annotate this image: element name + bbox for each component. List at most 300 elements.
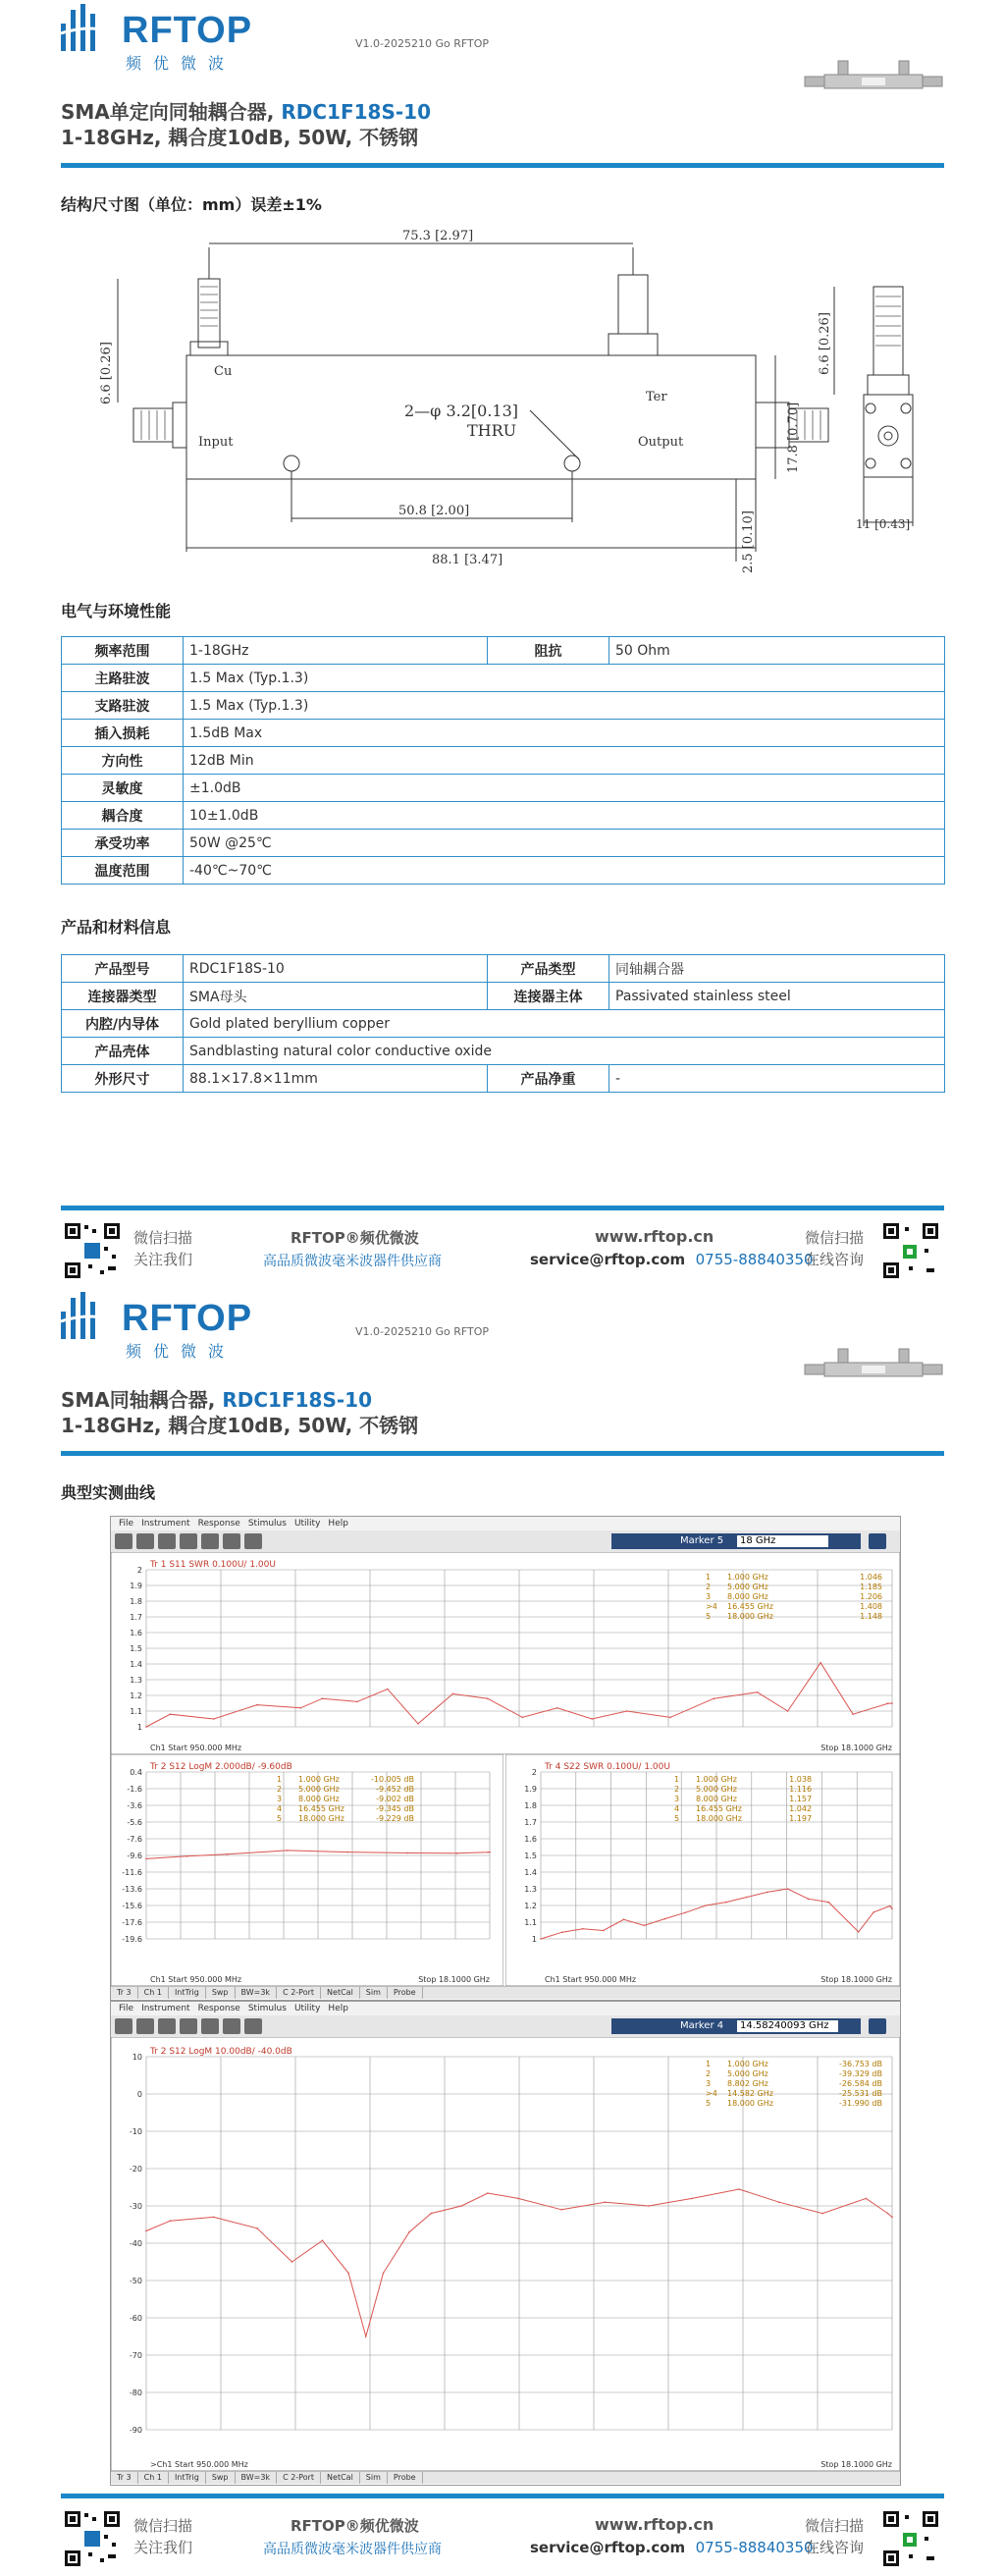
chart-title: Tr 2 S12 LogM 2.000dB/ -9.60dB	[150, 1762, 292, 1772]
footer-slogan: 高品质微波毫米波器件供应商	[263, 1254, 442, 1269]
marker-frequency: 5.000 GHz	[298, 1785, 340, 1794]
table-row	[62, 747, 945, 775]
vna-menu-item[interactable]: File	[119, 2004, 134, 2013]
page-2	[0, 1288, 1005, 2576]
vna-window-2	[110, 2001, 901, 2486]
footer-email-link[interactable]: service@rftop.com	[530, 2539, 686, 2556]
vna-status-item[interactable]: BW=3k	[236, 1987, 278, 1999]
chart-frame	[111, 1552, 900, 1754]
footer-consult-line2: 在线咨询	[805, 2539, 865, 2556]
footer-wechat-line1: 微信扫描	[133, 1229, 193, 1247]
table-row	[62, 830, 945, 857]
x-start-label: Ch1 Start 950.000 MHz	[150, 1744, 242, 1752]
data-point	[605, 2201, 607, 2203]
vna-status-item[interactable]: C 2-Port	[277, 2472, 321, 2484]
y-tick-label: -9.6	[127, 1852, 142, 1860]
footer-brand: RFTOP®频优微波	[291, 1229, 419, 1247]
elec-section-title: 电气与环境性能	[61, 602, 172, 620]
spec-value: 50W @25℃	[184, 830, 945, 857]
data-point	[669, 1717, 671, 1719]
spec-key: 温度范围	[62, 857, 184, 885]
marker-frequency: 14.582 GHz	[727, 2089, 773, 2098]
marker-frequency: 1.000 GHz	[298, 1775, 340, 1784]
qr-code-icon	[881, 1221, 940, 1280]
footer-consult	[805, 1227, 864, 1270]
label-input: Input	[198, 435, 234, 450]
y-tick-label: 1.8	[524, 1801, 537, 1810]
y-tick-label: 0.4	[130, 1768, 142, 1777]
y-tick-label: 2	[531, 1768, 537, 1777]
data-point	[322, 2240, 324, 2242]
vna-status-bar	[111, 2471, 900, 2484]
table-row	[62, 775, 945, 802]
display-icon[interactable]	[180, 1533, 197, 1549]
spec-value: -40℃~70℃	[184, 857, 945, 885]
product-photo	[803, 1345, 944, 1384]
data-point	[556, 1707, 558, 1709]
vna-status-item[interactable]: Swp	[206, 2472, 236, 2484]
y-tick-label: -60	[129, 2314, 142, 2323]
spec-key: 灵敏度	[62, 775, 184, 802]
vna-status-item[interactable]: Tr 3	[111, 1987, 138, 1999]
y-tick-label: -3.6	[127, 1801, 142, 1810]
x-start-label: >Ch1 Start 950.000 MHz	[150, 2460, 248, 2469]
footer-website-link[interactable]: www.rftop.cn	[595, 1227, 714, 1246]
brand-logo-text: RFTOP	[122, 1298, 253, 1339]
title-prefix: SMA同轴耦合器,	[61, 1388, 223, 1412]
data-point	[820, 1662, 821, 1664]
y-tick-label: 1.8	[130, 1597, 142, 1606]
vna-status-item[interactable]: Probe	[388, 2472, 423, 2484]
data-point	[725, 1902, 727, 1904]
data-point	[213, 1718, 215, 1720]
vna-status-item[interactable]: C 2-Port	[277, 1987, 321, 1999]
y-tick-label: 1	[136, 1723, 142, 1732]
data-point	[487, 1697, 489, 1699]
marker-number: 4	[674, 1804, 680, 1813]
data-point	[746, 1897, 748, 1899]
data-point	[460, 2205, 462, 2207]
data-point	[591, 1718, 593, 1720]
table-row	[62, 857, 945, 885]
vna-status-item[interactable]: Sim	[360, 2472, 388, 2484]
table-row	[62, 637, 945, 665]
redo-icon[interactable]	[136, 1533, 154, 1549]
undo-icon[interactable]	[115, 2018, 132, 2034]
data-point	[821, 2213, 823, 2215]
spec-value: Gold plated beryllium copper	[184, 1010, 945, 1038]
table-row	[62, 1038, 945, 1065]
version-text: V1.0-2025210 Go RFTOP	[355, 37, 490, 50]
data-point	[767, 1892, 768, 1894]
table-row	[62, 692, 945, 720]
drawing-section-title: 结构尺寸图（单位：mm）误差±1%	[61, 195, 322, 214]
marker-icon[interactable]	[158, 2018, 176, 2034]
data-point	[487, 1852, 489, 1853]
spec-value: SMA母头	[184, 983, 488, 1010]
marker-value: -9.002 dB	[376, 1795, 414, 1803]
dim-side-top: 6.6 [0.26]	[818, 312, 832, 375]
spec-key: 产品壳体	[62, 1038, 184, 1065]
data-point	[522, 1717, 524, 1719]
material-spec-table	[61, 954, 945, 1093]
marker-frequency: 8.000 GHz	[696, 1795, 737, 1803]
spec-value: Sandblasting natural color conductive oxide	[184, 1038, 945, 1065]
y-tick-label: -17.6	[122, 1918, 142, 1927]
data-point	[858, 1931, 860, 1933]
marker-value: 1.157	[789, 1795, 813, 1803]
footer-consult	[805, 2515, 864, 2558]
mechanical-drawing	[88, 228, 952, 581]
marker-value: -9.229 dB	[376, 1814, 414, 1823]
label-ter: Ter	[646, 390, 667, 404]
marker-value: 1.042	[789, 1804, 813, 1813]
spec-key: 插入损耗	[62, 720, 184, 747]
footer-website-link[interactable]: www.rftop.cn	[595, 2515, 714, 2534]
y-tick-label: 1.3	[130, 1676, 142, 1685]
trace-icon[interactable]	[201, 2018, 219, 2034]
vna-menu-item[interactable]: Stimulus	[247, 1519, 287, 1529]
dim-left: 6.6 [0.26]	[99, 342, 114, 404]
data-point	[145, 1858, 147, 1860]
spec-key: 主路驻波	[62, 665, 184, 692]
data-point	[648, 2205, 650, 2207]
y-tick-label: 1.9	[130, 1582, 142, 1590]
marker-frequency: 18.000 GHz	[727, 1612, 773, 1621]
y-tick-label: 1.2	[524, 1902, 537, 1910]
vna-status-item[interactable]: NetCal	[321, 2472, 360, 2484]
y-tick-label: -50	[129, 2277, 142, 2285]
hole-thru: THRU	[467, 421, 517, 440]
data-point	[852, 1713, 854, 1715]
vna-toolbar	[111, 1530, 900, 1553]
marker-value: 1.038	[789, 1775, 813, 1784]
x-stop-label: Stop 18.1000 GHz	[820, 1975, 892, 1984]
product-subtitle: 1-18GHz, 耦合度10dB, 50W, 不锈钢	[61, 126, 419, 149]
trash-icon[interactable]	[223, 1533, 240, 1549]
menu-icon[interactable]	[869, 2018, 886, 2034]
product-subtitle: 1-18GHz, 耦合度10dB, 50W, 不锈钢	[61, 1414, 419, 1437]
marker-number: 1	[706, 2060, 712, 2068]
zoom-icon[interactable]	[244, 2018, 262, 2034]
footer-wechat-line1: 微信扫描	[133, 2517, 193, 2535]
footer-consult-line2: 在线咨询	[805, 1251, 865, 1268]
marker-value: 1.408	[860, 1602, 882, 1611]
marker-value: -9.345 dB	[376, 1804, 414, 1813]
data-point	[408, 2231, 410, 2233]
vna-menu-item[interactable]: Help	[328, 1519, 348, 1529]
display-icon[interactable]	[180, 2018, 197, 2034]
spec-key: 产品净重	[488, 1065, 609, 1093]
vna-menu-item[interactable]: Help	[328, 2004, 348, 2013]
data-point	[684, 1912, 686, 1914]
marker-selector[interactable]	[611, 2018, 861, 2034]
y-tick-label: -13.6	[122, 1885, 142, 1894]
data-point	[778, 2201, 780, 2203]
footer-tel: 0755-88840350	[695, 1251, 814, 1268]
data-point	[623, 1918, 625, 1920]
spec-key: 产品型号	[62, 955, 184, 983]
marker-value-input[interactable]: 14.58240093 GHz	[737, 2020, 838, 2032]
vna-status-item[interactable]: Ch 1	[138, 1987, 169, 1999]
y-tick-label: -19.6	[122, 1935, 142, 1944]
data-point	[291, 2261, 293, 2263]
y-tick-label: 1.6	[524, 1835, 537, 1844]
marker-label: Marker 4	[680, 2020, 724, 2031]
data-point	[346, 1852, 348, 1853]
marker-number: 3	[706, 2079, 712, 2088]
data-point	[757, 1691, 759, 1693]
marker-value: -31.990 dB	[839, 2099, 882, 2108]
spec-key: 产品类型	[488, 955, 609, 983]
brand-logo-text: RFTOP	[122, 10, 253, 51]
data-point	[300, 1707, 302, 1709]
qr-code-icon	[881, 2509, 940, 2568]
marker-number: 1	[277, 1775, 283, 1784]
chart-s22-swr	[505, 1754, 900, 1986]
y-tick-label: 1.4	[130, 1660, 142, 1669]
y-tick-label: 1.5	[130, 1644, 142, 1653]
title-prefix: SMA单定向同轴耦合器,	[61, 100, 282, 124]
vna-menu-item[interactable]: Response	[197, 1519, 240, 1529]
marker-icon[interactable]	[158, 1533, 176, 1549]
data-point	[808, 1898, 810, 1900]
data-point	[663, 1918, 665, 1920]
y-tick-label: 1.7	[130, 1613, 142, 1622]
spec-value: -	[609, 1065, 945, 1093]
y-tick-label: -30	[129, 2202, 142, 2211]
dim-right: 17.8 [0.70]	[786, 402, 801, 473]
spec-key: 承受功率	[62, 830, 184, 857]
table-row	[62, 955, 945, 983]
data-point	[145, 2230, 147, 2232]
marker-frequency: 5.000 GHz	[696, 1785, 737, 1794]
table-row	[62, 983, 945, 1010]
vna-status-item[interactable]: NetCal	[321, 1987, 360, 1999]
y-tick-label: -20	[129, 2165, 142, 2174]
y-tick-label: -15.6	[122, 1902, 142, 1910]
data-point	[347, 2273, 349, 2275]
footer-divider	[61, 1206, 944, 1210]
rftop-logo-icon	[61, 4, 122, 57]
vna-status-item[interactable]: IntTrig	[169, 2472, 206, 2484]
data-point	[827, 1902, 829, 1904]
x-start-label: Ch1 Start 950.000 MHz	[150, 1975, 242, 1984]
label-cu: Cu	[214, 364, 233, 379]
part-number: RDC1F18S-10	[281, 100, 431, 124]
table-row	[62, 720, 945, 747]
marker-frequency: 8.000 GHz	[298, 1795, 340, 1803]
table-row	[62, 1010, 945, 1038]
data-point	[787, 1888, 789, 1890]
data-point	[705, 1905, 707, 1906]
data-point	[561, 1931, 563, 1933]
vna-menu-item[interactable]: Utility	[293, 2004, 321, 2013]
product-title	[61, 96, 431, 125]
vna-menu-item[interactable]: Instrument	[141, 2004, 190, 2013]
data-point	[487, 2192, 489, 2194]
marker-frequency: 1.000 GHz	[727, 1573, 768, 1582]
chart-title: Tr 1 S11 SWR 0.100U/ 1.00U	[150, 1560, 276, 1570]
data-point	[603, 1930, 605, 1932]
marker-number: 3	[674, 1795, 680, 1803]
spec-key: 外形尺寸	[62, 1065, 184, 1093]
chart-s12-logm-wide	[111, 2037, 900, 2471]
y-tick-label: -11.6	[122, 1868, 142, 1877]
y-tick-label: 1.3	[524, 1885, 537, 1894]
marker-number: 1	[674, 1775, 680, 1784]
y-tick-label: 1.1	[130, 1707, 142, 1716]
data-point	[517, 2198, 519, 2200]
curve-section-title: 典型实测曲线	[61, 1483, 156, 1502]
data-point	[365, 2335, 367, 2337]
footer-consult-line1: 微信扫描	[805, 2517, 865, 2535]
product-title	[61, 1384, 372, 1413]
undo-icon[interactable]	[115, 1533, 132, 1549]
data-point	[891, 1908, 893, 1910]
chart-title: Tr 4 S22 SWR 0.100U/ 1.00U	[545, 1762, 670, 1772]
vna-status-item[interactable]: Probe	[388, 1987, 423, 1999]
x-stop-label: Stop 18.1000 GHz	[418, 1975, 490, 1984]
vna-menu-bar	[111, 1517, 900, 1530]
marker-number: 5	[674, 1814, 680, 1823]
y-tick-label: 1.4	[524, 1868, 537, 1877]
rftop-logo-icon	[61, 1292, 122, 1345]
marker-frequency: 5.000 GHz	[727, 2069, 768, 2078]
material-section-title: 产品和材料信息	[61, 918, 172, 937]
footer-email-link[interactable]: service@rftop.com	[530, 1251, 686, 1268]
spec-key: 阻抗	[488, 637, 609, 665]
marker-frequency: 8.000 GHz	[727, 1592, 768, 1601]
hole-note: 2—φ 3.2[0.13]	[404, 402, 519, 420]
marker-value: 1.116	[789, 1785, 813, 1794]
header-divider	[61, 1451, 944, 1456]
data-point	[287, 1850, 289, 1852]
marker-value: 1.197	[789, 1814, 813, 1823]
marker-value: -26.584 dB	[839, 2079, 882, 2088]
marker-number: >4	[706, 2089, 717, 2098]
y-tick-label: 2	[136, 1566, 142, 1575]
footer-wechat-line2: 关注我们	[133, 2539, 193, 2556]
data-point	[417, 1723, 419, 1725]
data-point	[582, 1928, 584, 1930]
y-tick-label: -90	[129, 2426, 142, 2435]
data-point	[145, 1726, 147, 1728]
x-stop-label: Stop 18.1000 GHz	[820, 2460, 892, 2469]
footer-consult-line1: 微信扫描	[805, 1229, 865, 1247]
electrical-spec-table	[61, 636, 945, 885]
marker-value-input[interactable]: 18 GHz	[737, 1535, 828, 1547]
spec-value: 10±1.0dB	[184, 802, 945, 830]
vna-menu-item[interactable]: Utility	[293, 1519, 321, 1529]
spec-value: 12dB Min	[184, 747, 945, 775]
trace-icon[interactable]	[201, 1533, 219, 1549]
spec-value: 50 Ohm	[609, 637, 945, 665]
marker-frequency: 5.000 GHz	[727, 1583, 768, 1591]
x-stop-label: Stop 18.1000 GHz	[820, 1744, 892, 1752]
spec-value: Passivated stainless steel	[609, 983, 945, 1010]
marker-frequency: 8.802 GHz	[727, 2079, 768, 2088]
vna-status-item[interactable]: BW=3k	[236, 2472, 278, 2484]
brand-cn: 频优微波	[126, 1342, 237, 1361]
footer-contact	[530, 2539, 814, 2556]
vna-status-item[interactable]: Sim	[360, 1987, 388, 1999]
chart-s12-logm	[111, 1754, 503, 1986]
data-point	[540, 1938, 542, 1940]
footer-tel: 0755-88840350	[695, 2539, 814, 2556]
vna-status-item[interactable]: Swp	[206, 1987, 236, 1999]
menu-icon[interactable]	[869, 1533, 886, 1549]
data-point	[626, 1710, 628, 1712]
vna-menu-item[interactable]: Instrument	[141, 1519, 190, 1529]
marker-value: 1.046	[860, 1573, 882, 1582]
marker-frequency: 16.455 GHz	[696, 1804, 742, 1813]
spec-value: 1.5 Max (Typ.1.3)	[184, 665, 945, 692]
marker-number: 2	[277, 1785, 283, 1794]
y-tick-label: -40	[129, 2239, 142, 2248]
data-point	[866, 2198, 868, 2200]
trash-icon[interactable]	[223, 2018, 240, 2034]
qr-code-icon	[63, 1221, 122, 1280]
vna-window-1	[110, 1516, 901, 2001]
data-point	[430, 2213, 432, 2215]
zoom-icon[interactable]	[244, 1533, 262, 1549]
spec-key: 方向性	[62, 747, 184, 775]
vna-toolbar	[111, 2015, 900, 2038]
label-output: Output	[638, 435, 684, 450]
vna-menu-item[interactable]: File	[119, 1519, 134, 1529]
y-tick-label: -70	[129, 2351, 142, 2360]
product-photo	[803, 57, 944, 96]
spec-value: 1.5 Max (Typ.1.3)	[184, 692, 945, 720]
y-tick-label: 10	[132, 2053, 142, 2062]
chart-title: Tr 2 S12 LogM 10.00dB/ -40.0dB	[150, 2047, 292, 2057]
footer-brand: RFTOP®频优微波	[291, 2517, 419, 2535]
data-point	[891, 2217, 893, 2219]
dim-bottom-small: 2.5 [0.10]	[741, 510, 756, 573]
footer-divider	[61, 2494, 944, 2498]
vna-menu-item[interactable]: Stimulus	[247, 2004, 287, 2013]
header-divider	[61, 163, 944, 168]
marker-frequency: 16.455 GHz	[298, 1804, 344, 1813]
spec-key: 频率范围	[62, 637, 184, 665]
table-row	[62, 665, 945, 692]
marker-number: 2	[674, 1785, 680, 1794]
vna-status-item[interactable]: Ch 1	[138, 2472, 169, 2484]
vna-status-item[interactable]: Tr 3	[111, 2472, 138, 2484]
marker-value: -36.753 dB	[839, 2060, 882, 2068]
vna-menu-bar	[111, 2002, 900, 2015]
y-tick-label: 1.2	[130, 1691, 142, 1700]
y-tick-label: 1.1	[524, 1918, 537, 1927]
table-row	[62, 802, 945, 830]
data-point	[227, 1853, 229, 1855]
marker-number: 3	[706, 1592, 712, 1601]
marker-selector[interactable]	[611, 1533, 861, 1549]
marker-number: >4	[706, 1602, 717, 1611]
vna-menu-item[interactable]: Response	[197, 2004, 240, 2013]
marker-number: 3	[277, 1795, 283, 1803]
redo-icon[interactable]	[136, 2018, 154, 2034]
y-tick-label: 1.7	[524, 1818, 537, 1827]
dim-bottom-inner: 50.8 [2.00]	[398, 504, 470, 518]
vna-status-item[interactable]: IntTrig	[169, 1987, 206, 1999]
marker-number: 4	[277, 1804, 283, 1813]
data-point	[170, 1713, 172, 1715]
dim-bottom-outer: 88.1 [3.47]	[432, 553, 503, 567]
marker-frequency: 16.455 GHz	[727, 1602, 773, 1611]
data-point	[170, 2220, 172, 2222]
